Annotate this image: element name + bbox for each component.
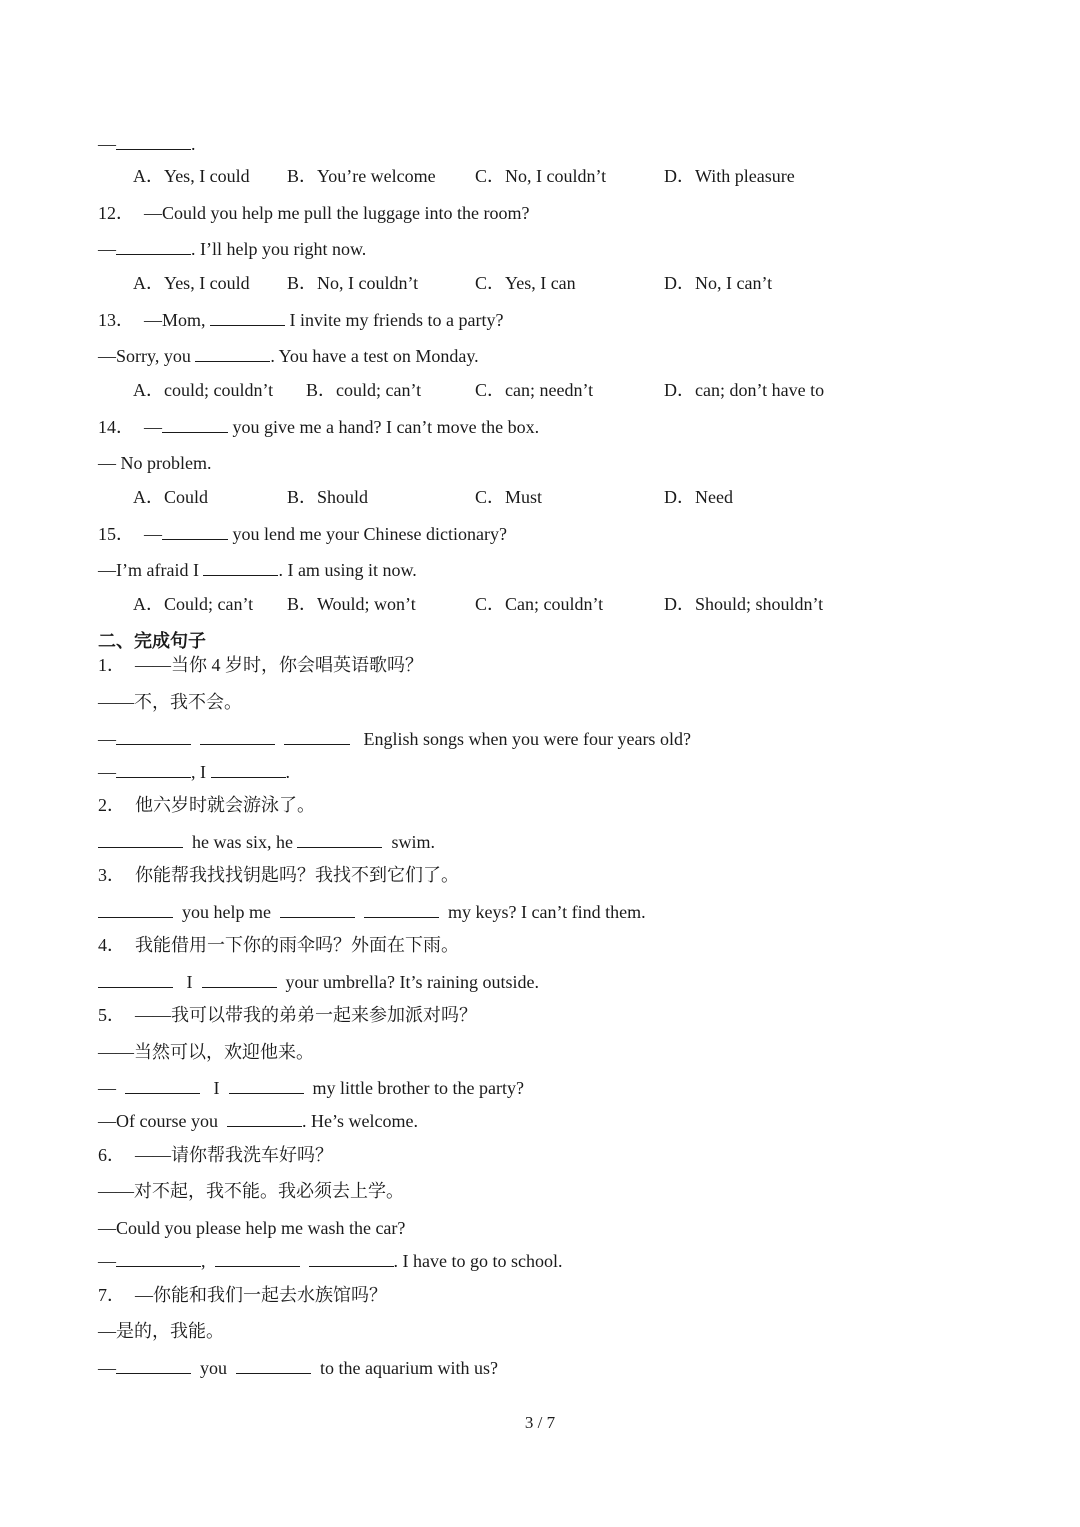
blank[interactable] xyxy=(202,971,277,988)
q12-option-c: C．Yes, I can xyxy=(475,273,576,293)
blank[interactable] xyxy=(210,309,285,326)
blank[interactable] xyxy=(236,1357,311,1374)
blank[interactable] xyxy=(364,901,439,918)
blank[interactable] xyxy=(116,133,191,150)
q13-answer-line: —Sorry, you . You have a test on Monday. xyxy=(98,346,479,366)
s1-en-answer: — , I . xyxy=(98,762,290,782)
s3-zh: 3． 你能帮我找找钥匙吗？我找不到它们了。 xyxy=(98,865,459,885)
q11-option-a: A．Yes, I could xyxy=(133,166,250,186)
page-number: 3 / 7 xyxy=(524,1413,556,1432)
blank[interactable] xyxy=(280,901,355,918)
blank[interactable] xyxy=(162,523,228,540)
q15-option-d: D．Should; shouldn’t xyxy=(664,594,824,614)
blank[interactable] xyxy=(116,761,191,778)
blank[interactable] xyxy=(98,971,173,988)
blank[interactable] xyxy=(309,1250,394,1267)
q13-option-c: C．can; needn’t xyxy=(475,380,594,400)
q13-option-b: B．could; can’t xyxy=(306,380,422,400)
q12-option-b: B．No, I couldn’t xyxy=(287,273,419,293)
q13-option-a: A．could; couldn’t xyxy=(133,380,274,400)
blank[interactable] xyxy=(211,761,286,778)
s6-en-answer: — , . I have to go to school. xyxy=(98,1251,563,1271)
q14-option-a: A．Could xyxy=(133,487,209,507)
s7-zh-question: 7． —你能和我们一起去水族馆吗？ xyxy=(98,1285,387,1305)
blank[interactable] xyxy=(203,559,278,576)
blank[interactable] xyxy=(200,728,275,745)
q11-option-d: D．With pleasure xyxy=(664,166,795,186)
blank[interactable] xyxy=(227,1110,302,1127)
q12-question: 12． —Could you help me pull the luggage into the room? xyxy=(98,203,530,223)
q12-answer-line: — . I’ll help you right now. xyxy=(98,239,367,259)
s1-en-question: — English songs when you were four years old? xyxy=(98,729,691,749)
s7-en: — you to the aquarium with us? xyxy=(98,1358,498,1378)
s5-zh-answer: ——当然可以，欢迎他来。 xyxy=(98,1042,314,1062)
blank[interactable] xyxy=(195,345,270,362)
blank[interactable] xyxy=(229,1077,304,1094)
section-heading: 二、完成句子 xyxy=(98,631,206,651)
s1-zh-question: 1． ——当你 4 岁时，你会唱英语歌吗？ xyxy=(98,655,423,675)
s7-zh-answer: —是的，我能。 xyxy=(98,1321,224,1341)
s6-zh-question: 6． ——请你帮我洗车好吗？ xyxy=(98,1145,333,1165)
q11-option-b: B．You’re welcome xyxy=(287,166,436,186)
q14-option-d: D．Need xyxy=(664,487,733,507)
s1-zh-answer: ——不，我不会。 xyxy=(98,692,242,712)
q14-answer: — No problem. xyxy=(98,453,212,473)
q12-option-a: A．Yes, I could xyxy=(133,273,250,293)
q11-option-c: C．No, I couldn’t xyxy=(475,166,607,186)
blank[interactable] xyxy=(162,416,228,433)
q14-option-b: B．Should xyxy=(287,487,369,507)
s6-en-question: —Could you please help me wash the car? xyxy=(98,1218,406,1238)
q15-question: 15． — you lend me your Chinese dictionary? xyxy=(98,524,507,544)
blank[interactable] xyxy=(284,728,350,745)
blank[interactable] xyxy=(116,1250,201,1267)
q14-question: 14． — you give me a hand? I can’t move the box. xyxy=(98,417,540,437)
q14-option-c: C．Must xyxy=(475,487,543,507)
blank[interactable] xyxy=(98,901,173,918)
blank[interactable] xyxy=(215,1250,300,1267)
blank[interactable] xyxy=(116,1357,191,1374)
s2-zh: 2． 他六岁时就会游泳了。 xyxy=(98,795,315,815)
s3-en: you help me my keys? I can’t find them. xyxy=(98,901,646,923)
q11-answer-line: — . xyxy=(98,134,196,154)
q15-option-b: B．Would; won’t xyxy=(287,594,416,614)
blank[interactable] xyxy=(125,1077,200,1094)
blank[interactable] xyxy=(98,831,183,848)
blank[interactable] xyxy=(297,831,382,848)
s5-zh-question: 5． ——我可以带我的弟弟一起来参加派对吗？ xyxy=(98,1005,477,1025)
q12-option-d: D．No, I can’t xyxy=(664,273,773,293)
s2-en: he was six, he swim. xyxy=(98,831,435,853)
blank[interactable] xyxy=(116,728,191,745)
q15-option-a: A．Could; can’t xyxy=(133,594,254,614)
q13-question: 13． —Mom, I invite my friends to a party? xyxy=(98,310,504,330)
q13-option-d: D．can; don’t have to xyxy=(664,380,825,400)
q15-option-c: C．Can; couldn’t xyxy=(475,594,604,614)
s4-zh: 4． 我能借用一下你的雨伞吗？外面在下雨。 xyxy=(98,935,459,955)
s4-en: I your umbrella? It’s raining outside. xyxy=(98,971,539,993)
s5-en-answer: —Of course you . He’s welcome. xyxy=(98,1111,418,1131)
q15-answer-line: —I’m afraid I . I am using it now. xyxy=(98,560,417,580)
s6-zh-answer: ——对不起，我不能。我必须去上学。 xyxy=(98,1181,404,1201)
blank[interactable] xyxy=(116,238,191,255)
s5-en-question: — I my little brother to the party? xyxy=(98,1078,524,1098)
